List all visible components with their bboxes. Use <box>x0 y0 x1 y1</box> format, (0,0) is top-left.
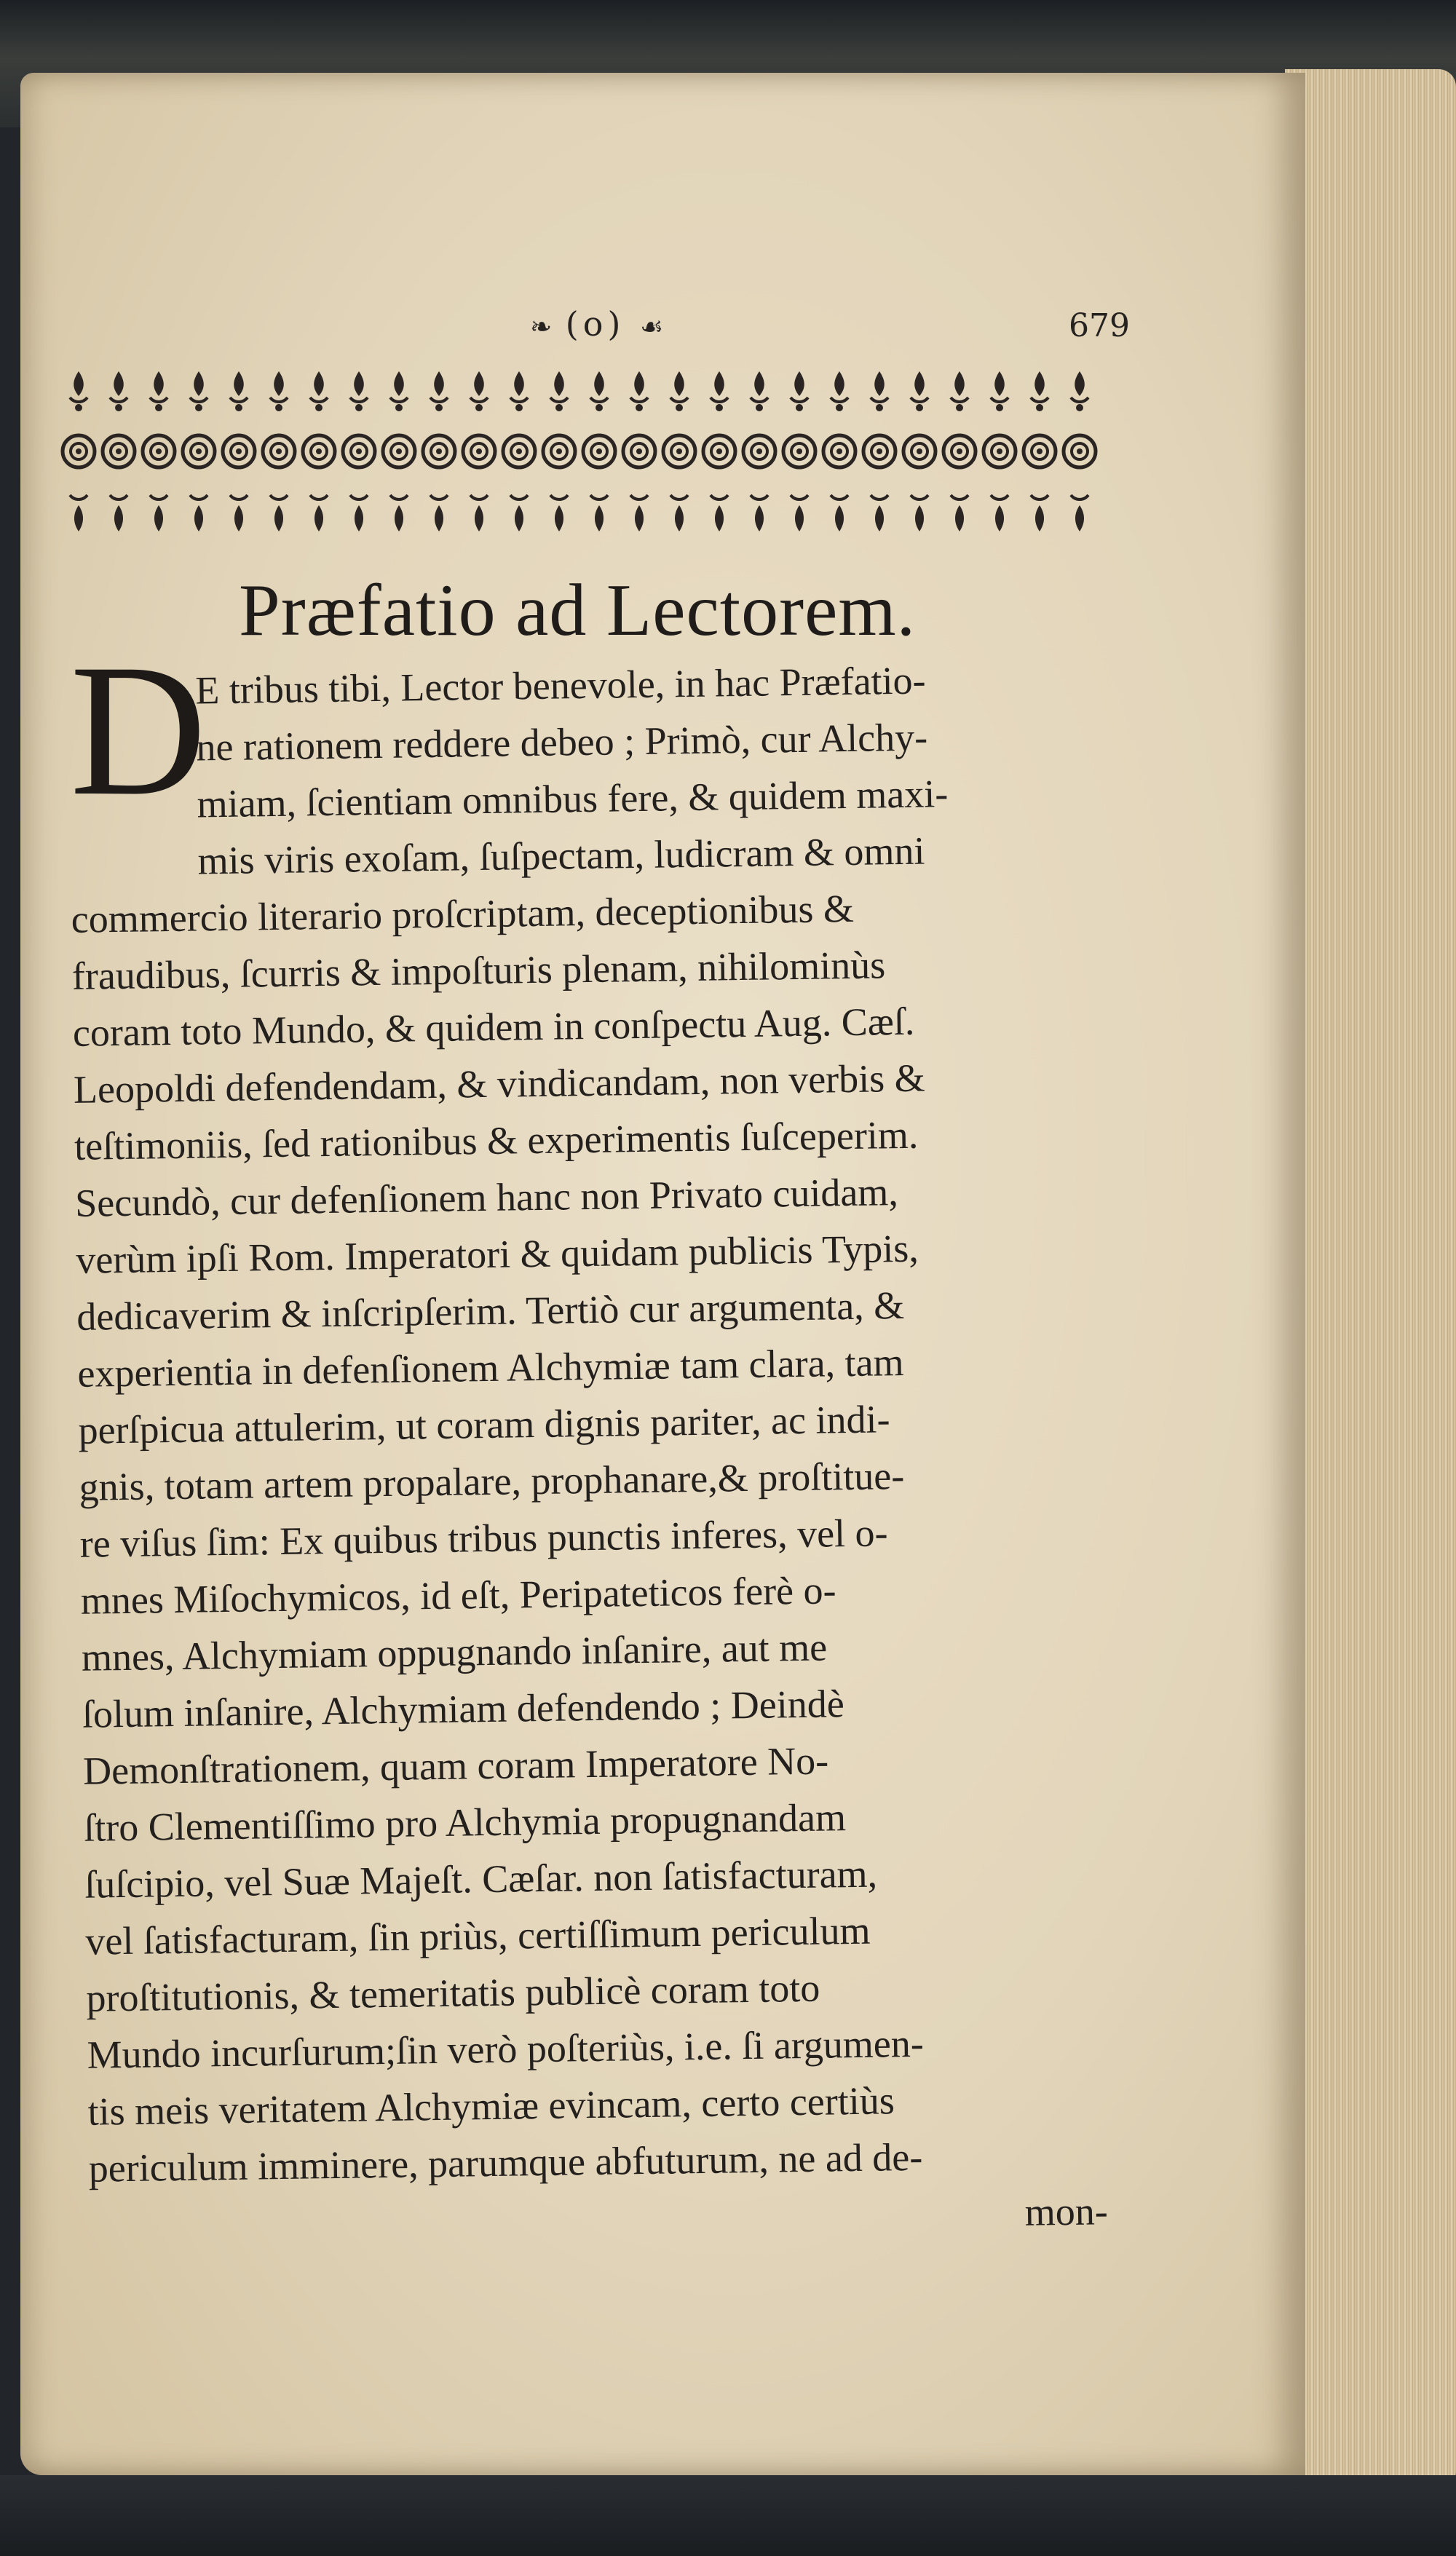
catchword: mon- <box>1024 2189 1109 2234</box>
text-line: mnes Miſochymicos, id eſt, Peripateticos ferè o- <box>80 1568 836 1623</box>
text-line: mis viris exoſam, ſuſpectam, ludicram & omni <box>197 828 925 883</box>
text-line: commercio literario proſcriptam, deceptionibus & <box>71 886 855 941</box>
running-head <box>20 304 1305 348</box>
text-line: periculum imminere, parumque abfuturum, ne ad de- <box>88 2134 923 2191</box>
text-line: E tribus tibi, Lector benevole, in hac Præfatio- <box>194 658 926 713</box>
text-line: Demonſtrationem, quam coram Imperatore No- <box>82 1738 829 1793</box>
text-line: gnis, totam artem propalare, prophanare,& proſtitue- <box>79 1453 905 1509</box>
page-number: 679 <box>1069 307 1130 344</box>
text-line: experientia in defenſionem Alchymiæ tam clara, tam <box>77 1340 904 1396</box>
page-label-text: (o) <box>565 304 625 344</box>
text-line: coram toto Mundo, & quidem in conſpectu Aug. Cæſ. <box>72 999 915 1055</box>
text-line: Mundo incurſurum;ſin verò poſteriùs, i.e. ſi argumen- <box>87 2021 925 2077</box>
preface-body <box>64 654 1156 2234</box>
text-line: dedicaverim & inſcripſerim. Tertiò cur argumenta, & <box>76 1283 905 1339</box>
text-line: ſuſcipio, vel Suæ Majeſt. Cæſar. non ſatisfacturam, <box>84 1851 878 1907</box>
book-page <box>20 73 1305 2475</box>
text-line: fraudibus, ſcurris & impoſturis plenam, nihilominùs <box>71 943 886 998</box>
text-line: Leopoldi defendendam, & vindicandam, non verbis & <box>73 1056 926 1112</box>
drop-row <box>70 495 1088 531</box>
text-line: ſtro Clementiſſimo pro Alchymia propugnandam <box>83 1795 847 1850</box>
text-line: perſpicua attulerim, ut coram dignis pariter, ac indi- <box>78 1397 890 1452</box>
text-line: teſtimoniis, ſed rationibus & experimentis ſuſceperim. <box>74 1112 919 1168</box>
ornament-band <box>60 364 1138 546</box>
text-line: re viſus ſim: Ex quibus tribus punctis inferes, vel o- <box>79 1511 888 1566</box>
preface-title: Præfatio ad Lectorem. <box>239 569 917 652</box>
text-line: verùm ipſi Rom. Imperatori & quidam publicis Typis, <box>75 1226 919 1282</box>
text-line: ne rationem reddere debeo ; Primò, cur Alchy- <box>196 715 928 769</box>
text-line: Secundò, cur defenſionem hanc non Privato cuidam, <box>74 1170 899 1225</box>
text-line: mnes, Alchymiam oppugnando inſanire, aut me <box>81 1625 828 1679</box>
drop-cap: D <box>70 625 207 835</box>
text-line: proſtitutionis, & temeritatis publicè coram toto <box>86 1966 820 2020</box>
text-line: ſolum inſanire, Alchymiam defendendo ; Deindè <box>82 1682 845 1736</box>
text-line: vel ſatisfacturam, ſin priùs, certiſſimum periculum <box>84 1908 871 1963</box>
page-edges <box>1285 69 1456 2493</box>
fleuron-left-icon: ❧ <box>530 312 551 342</box>
rosette-row <box>63 435 1096 467</box>
text-line: tis meis veritatem Alchymiæ evincam, certo certiùs <box>87 2078 895 2134</box>
text-line: miam, ſcientiam omnibus fere, & quidem maxi- <box>197 772 949 826</box>
flame-row <box>70 371 1088 411</box>
fleuron-right-icon: ☙ <box>640 312 662 342</box>
page-label <box>530 304 662 344</box>
book-bottom <box>0 2475 1456 2556</box>
